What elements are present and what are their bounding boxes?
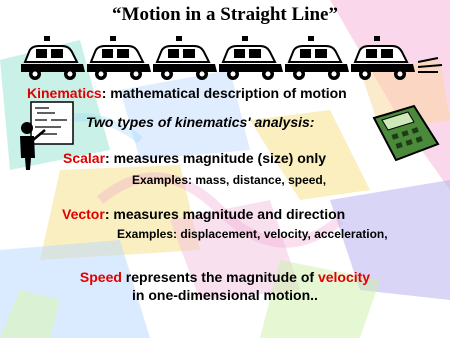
scalar-line: [63, 150, 326, 166]
scalar-examples: Examples: mass, distance, speed,: [132, 173, 327, 187]
police-car-icon: [87, 36, 151, 80]
vector-line: [62, 206, 345, 222]
police-car-icon: [285, 36, 349, 80]
speed-term: Speed: [79, 269, 122, 285]
police-car-icon: [21, 36, 85, 80]
police-cars-row: [20, 34, 450, 80]
kinematics-term: Kinematics: [27, 85, 102, 101]
calculator-icon: [370, 104, 442, 162]
police-car-icon: [351, 36, 415, 80]
vector-definition: : measures magnitude and direction: [104, 206, 346, 222]
kinematics-definition: : mathematical description of motion: [101, 85, 347, 101]
speed-lines-icon: [418, 58, 442, 72]
kinematics-line: [27, 85, 347, 101]
police-car-icon: [153, 36, 217, 80]
speed-note-middle: represents the magnitude of: [121, 269, 318, 285]
velocity-term: velocity: [317, 269, 371, 285]
analysis-heading: Two types of kinematics' analysis:: [86, 114, 315, 130]
vector-term: Vector: [62, 206, 105, 222]
speed-note-line1: [0, 269, 450, 285]
police-car-icon: [219, 36, 283, 80]
slide-title: “Motion in a Straight Line”: [112, 4, 338, 25]
scalar-term: Scalar: [63, 150, 106, 166]
scalar-definition: : measures magnitude (size) only: [105, 150, 326, 166]
vector-examples: Examples: displacement, velocity, acceleration,: [117, 227, 388, 241]
speed-note-line2: in one-dimensional motion..: [132, 287, 318, 303]
